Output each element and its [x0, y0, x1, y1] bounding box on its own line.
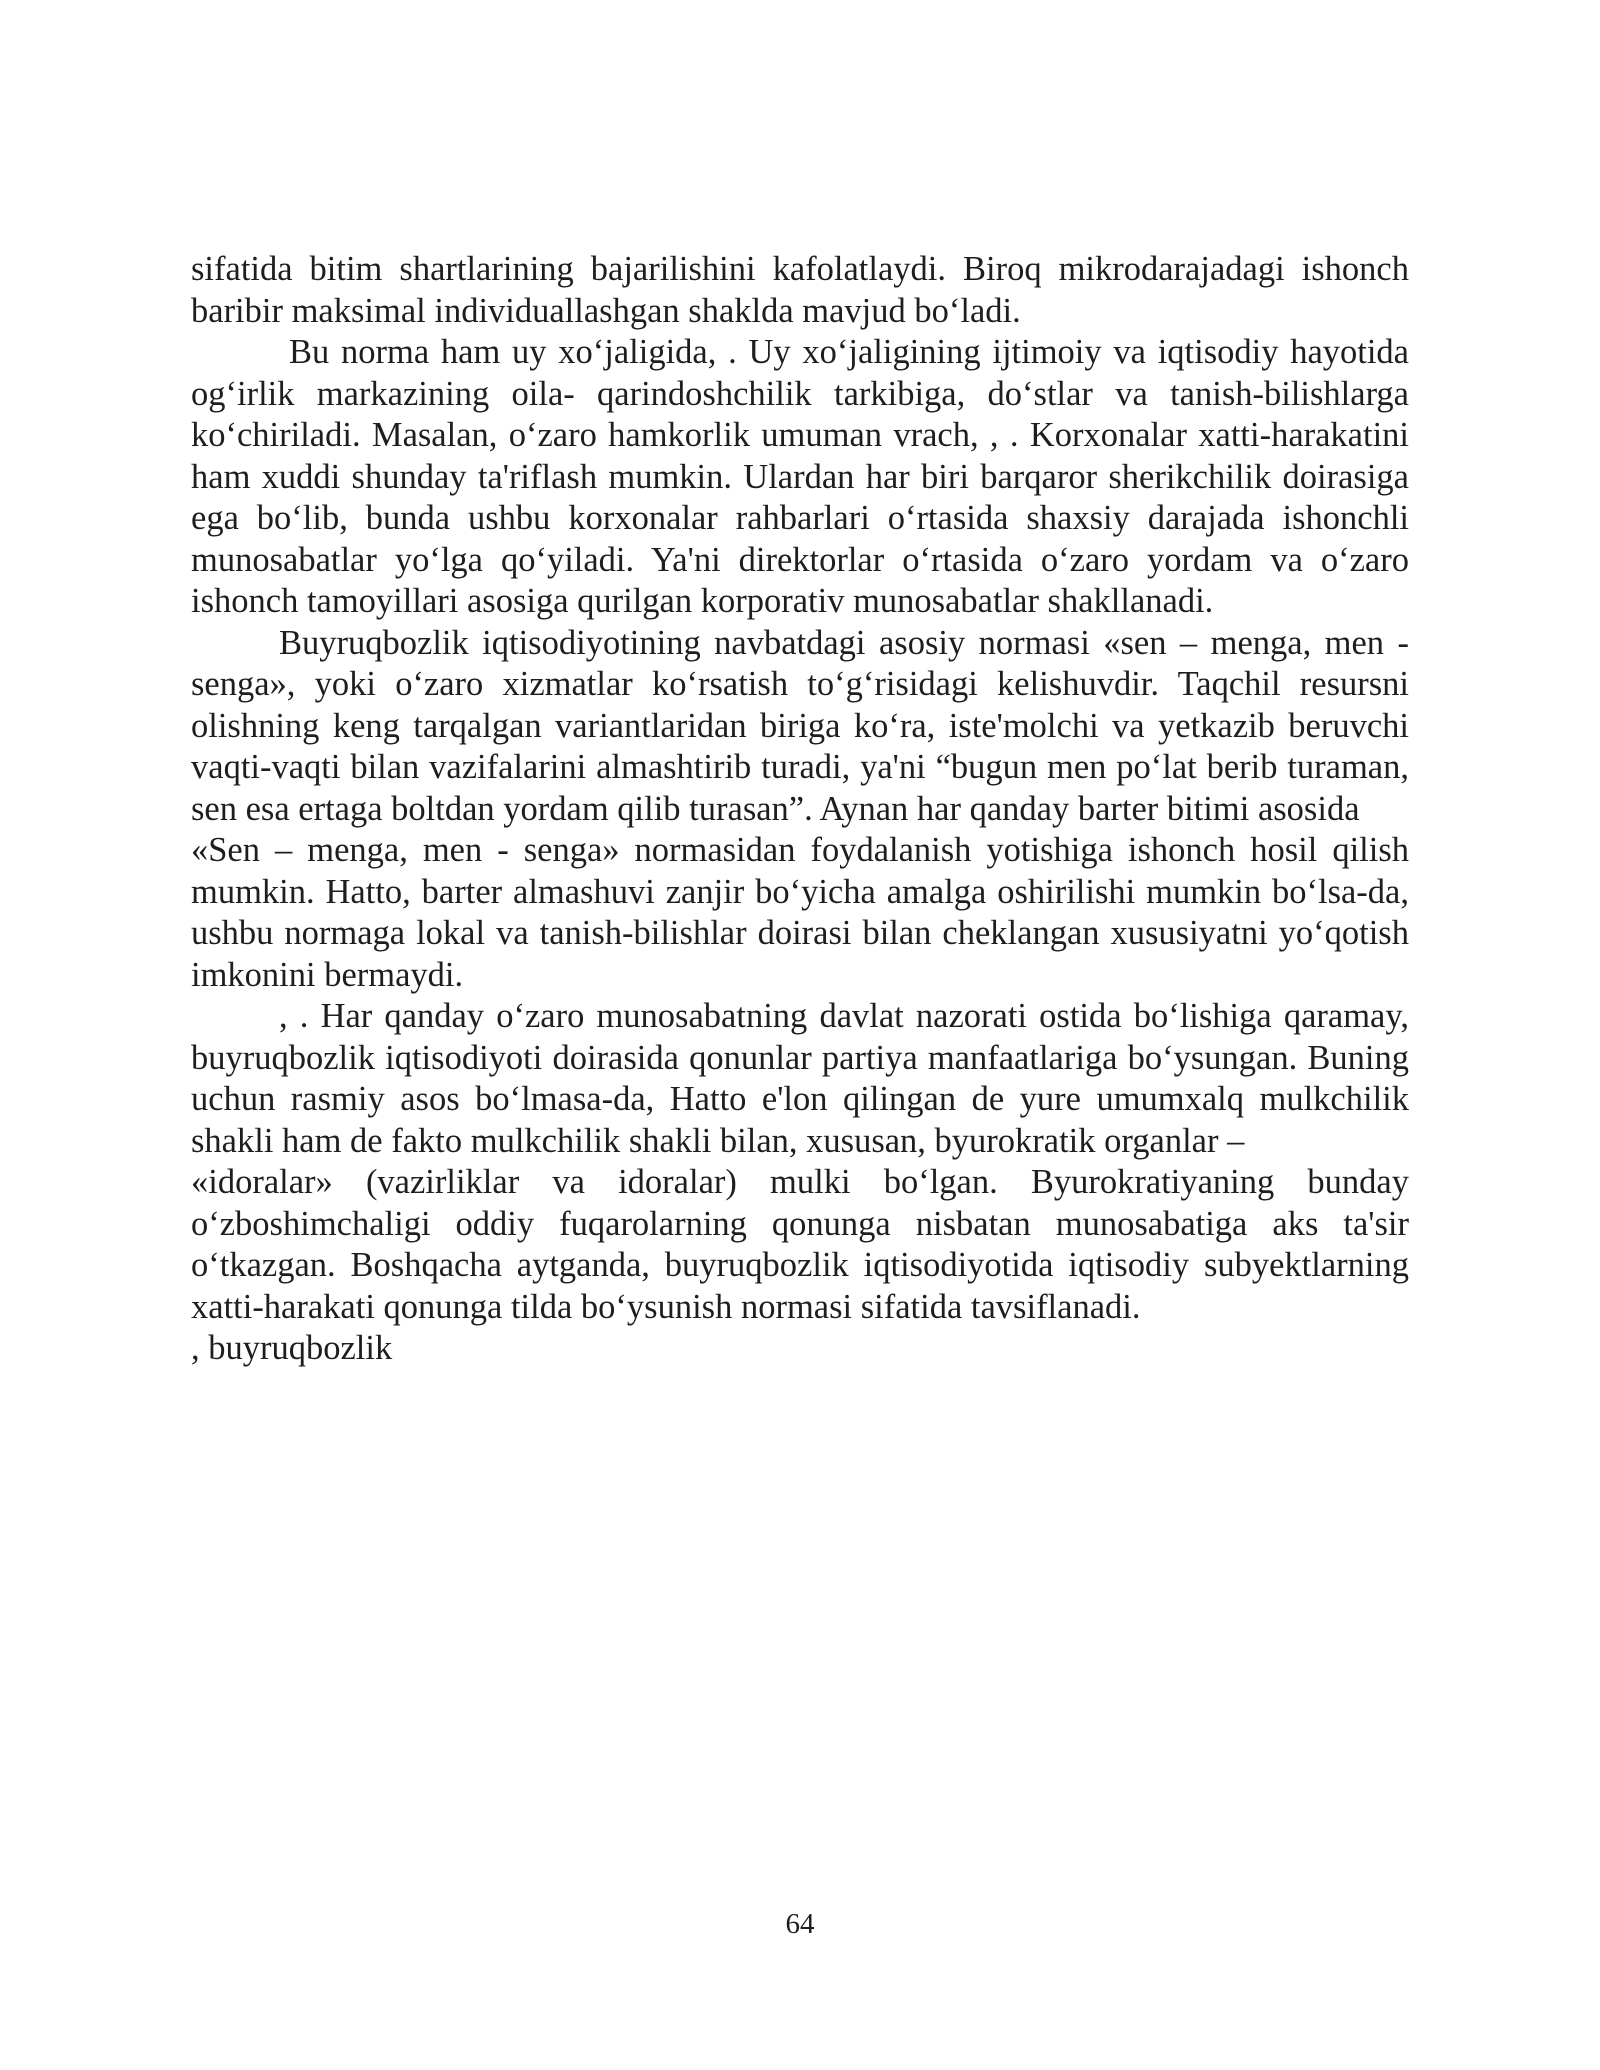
paragraph-bureaucracy: «idoralar» (vazirliklar va idoralar) mulki bo‘lgan. Byurokratiyaning bunday o‘zboshimchaligi oddiy fuqarolarning qonunga nisbatan munosabatiga aks ta'sir o‘tkazgan. Boshqacha aytganda, buyruqbozlik iqtisodiyotida iqtisodiy subyektlarning xatti-harakati qonunga tilda bo‘ysunish normasi sifatida tavsiflanadi. [191, 1163, 1409, 1326]
page-body [191, 249, 1409, 1370]
paragraph-state-control: , . Har qanday o‘zaro munosabatning davlat nazorati ostida bo‘lishiga qaramay, buyruqbozlik iqtisodiyoti doirasida qonunlar partiya manfaatlariga bo‘ysungan. Buning uchun rasmiy asos bo‘lmasa-da, Hatto e'lon qilingan de yure umumxalq mulkchilik shakli ham de fakto mulkchilik shakli bilan, xususan, byurokratik organlar – [191, 997, 1409, 1160]
paragraph-barter-chain: «Sen – menga, men - senga» normasidan foydalanish yotishiga ishonch hosil qilish mumkin. Hatto, barter almashuvi zanjir bo‘yicha amalga oshirilishi mumkin bo‘lsa-da, ushbu normaga lokal va tanish-bilishlar doirasi bilan cheklangan xususiyatni yo‘qotish imkonini bermaydi. [191, 831, 1409, 994]
paragraph-trailing: , buyruqbozlik [191, 1329, 393, 1367]
paragraph-mutual-services: Buyruqbozlik iqtisodiyotining navbatdagi asosiy normasi «sen – menga, men - senga», yoki o‘zaro xizmatlar ko‘rsatish to‘g‘risidagi kelishuvdir. Taqchil resursni olishning keng tarqalgan variantlaridan biriga ko‘ra, iste'molchi va yetkazib beruvchi vaqti-vaqti bilan vazifalarini almashtirib turadi, ya'ni “bugun men po‘lat berib turaman, sen esa ertaga boltdan yordam qilib turasan”. Aynan har qanday barter bitimi asosida [191, 623, 1409, 828]
page-number: 64 [785, 1908, 815, 1940]
paragraph-continuation: sifatida bitim shartlarining bajarilishini kafolatlaydi. Biroq mikrodarajadagi ishonch baribir maksimal individuallashgan shaklda mavjud bo‘ladi. [191, 250, 1409, 330]
paragraph-household-norm: Bu norma ham uy xo‘jaligida, . Uy xo‘jaligining ijtimoiy va iqtisodiy hayotida og‘irlik markazining oila- qarindoshchilik tarkibiga, do‘stlar va tanish-bilishlarga ko‘chiriladi. Masalan, o‘zaro hamkorlik umuman vrach, , . Korxonalar xatti-harakatini ham xuddi shunday ta'riflash mumkin. Ulardan har biri barqaror sherikchilik doirasiga ega bo‘lib, bunda ushbu korxonalar rahbarlari o‘rtasida shaxsiy darajada ishonchli munosabatlar yo‘lga qo‘yiladi. Ya'ni direktorlar o‘rtasida o‘zaro yordam va o‘zaro ishonch tamoyillari asosiga qurilgan korporativ munosabatlar shakllanadi. [191, 333, 1409, 620]
